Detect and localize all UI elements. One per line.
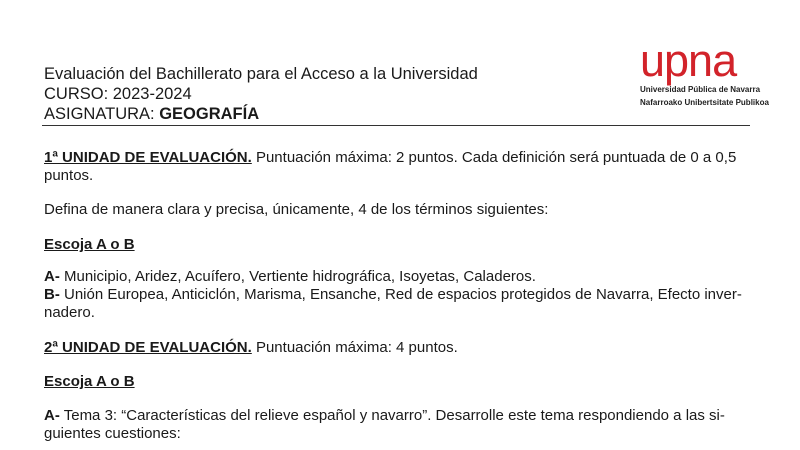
option-b-text: Unión Europea, Anticiclón, Marisma, Ensanche, Red de espacios protegidos de Navarra, Efecto inver-: [59, 286, 742, 303]
topic-a-text-cont: guientes cuestiones:: [44, 425, 181, 442]
instruction-text: Defina de manera clara y precisa, únicamente, 4 de los términos siguientes:: [44, 201, 549, 218]
choose-heading-2: Escoja A o B: [44, 373, 135, 390]
unit1-text: Puntuación máxima: 2 puntos. Cada definición será puntuada de 0 a 0,5: [251, 149, 737, 166]
unit1-title: 1ª UNIDAD DE EVALUACIÓN.: [44, 149, 252, 166]
logo-line-1: Universidad Pública de Navarra: [640, 85, 761, 94]
option-b-text-cont: nadero.: [44, 304, 95, 321]
choose-1-wrap: [44, 236, 744, 254]
unit2-title: 2ª UNIDAD DE EVALUACIÓN.: [44, 339, 252, 356]
unit1-paragraph: [44, 149, 744, 185]
upna-logo: [640, 35, 769, 108]
logo-line-2: Nafarroako Unibertsitate Publikoa: [640, 98, 769, 107]
option-a-text: Municipio, Aridez, Acuífero, Vertiente hidrográfica, Isoyetas, Caladeros.: [59, 268, 536, 285]
choose-heading-1: Escoja A o B: [44, 236, 135, 253]
logo-wordmark: upna: [640, 35, 737, 86]
option-a: [44, 268, 744, 286]
exam-title: Evaluación del Bachillerato para el Acceso a la Universidad: [44, 65, 478, 83]
topic-a: [44, 407, 744, 443]
unit2-text: Puntuación máxima: 4 puntos.: [251, 339, 458, 356]
exam-header: [44, 64, 478, 124]
course-year: CURSO: 2023-2024: [44, 85, 192, 103]
option-b-label: B-: [44, 286, 60, 303]
topic-a-label: A-: [44, 407, 60, 424]
header-divider: [42, 125, 750, 126]
topic-a-text: Tema 3: “Características del relieve español y navarro”. Desarrolle este tema respondiendo a las si-: [59, 407, 725, 424]
unit1-text-cont: puntos.: [44, 167, 94, 184]
option-a-label: A-: [44, 268, 60, 285]
option-b: [44, 286, 744, 322]
choose-2-wrap: [44, 373, 744, 391]
subject-line: [44, 104, 478, 124]
subject-label: ASIGNATURA:: [44, 105, 160, 123]
unit2-paragraph: [44, 339, 744, 357]
subject-name: GEOGRAFÍA: [159, 105, 260, 123]
